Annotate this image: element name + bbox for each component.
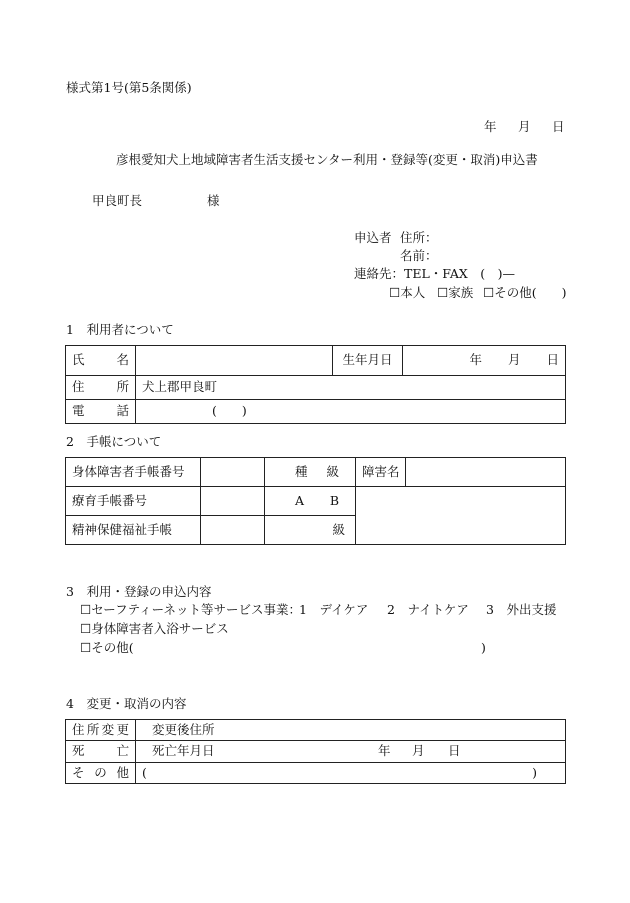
- change-address-label: 住 所 変 更: [66, 720, 136, 741]
- handbook-rehab-grade[interactable]: A B: [265, 487, 356, 516]
- applicant-name-label: 名前：: [400, 248, 438, 263]
- applicant-contact-label: 連絡先：TEL・FAX ( )—: [354, 266, 516, 281]
- date-month-label: 月: [518, 119, 531, 134]
- handbook-mental-grade[interactable]: 級: [265, 516, 356, 545]
- addressee-name: 甲良町長: [92, 193, 143, 208]
- handbook-rehab-label: 療育手帳番号: [66, 487, 201, 516]
- handbook-physical-label: 身体障害者手帳番号: [66, 458, 201, 487]
- other-change-value[interactable]: ( ): [136, 763, 566, 784]
- user-name-label: 氏 名: [66, 346, 136, 376]
- section3-heading: 3 利用・登録の申込内容: [66, 584, 212, 599]
- addressee-honorific: 様: [207, 193, 220, 208]
- handbook-physical-number[interactable]: [201, 458, 265, 487]
- user-name-value[interactable]: [136, 346, 333, 376]
- handbook-physical-grade[interactable]: 種 級: [265, 458, 356, 487]
- option-outing-support[interactable]: 3 外出支援: [486, 602, 557, 617]
- option-bathing-service[interactable]: ☐身体障害者入浴サービス: [80, 621, 229, 636]
- birth-date-value[interactable]: 年 月 日: [403, 346, 566, 376]
- date-day-label: 日: [552, 119, 565, 134]
- change-cancel-table: [65, 719, 566, 784]
- option-day-care[interactable]: 1 デイケア: [299, 602, 369, 617]
- death-date-value[interactable]: 死亡年月日 年 月 日: [136, 741, 566, 763]
- option-other-close: ): [481, 640, 486, 655]
- user-phone-label: 電 話: [66, 400, 136, 424]
- section2-heading: 2 手帳について: [66, 434, 162, 449]
- section4-heading: 4 変更・取消の内容: [66, 696, 187, 711]
- form-number: 様式第1号(第5条関係): [66, 80, 192, 95]
- section1-heading: 1 利用者について: [66, 322, 174, 337]
- disability-name-label: 障害名: [356, 458, 406, 487]
- relation-option-family[interactable]: ☐家族: [437, 285, 474, 300]
- birth-date-label: 生年月日: [333, 346, 403, 376]
- user-phone-value[interactable]: ( ): [136, 400, 566, 424]
- document-title: 彦根愛知犬上地域障害者生活支援センター利用・登録等(変更・取消)申込書: [116, 152, 538, 167]
- handbook-mental-number[interactable]: [201, 516, 265, 545]
- user-address-label: 住 所: [66, 376, 136, 400]
- applicant-address-label: 住所：: [400, 230, 438, 245]
- option-night-care[interactable]: 2 ナイトケア: [387, 602, 469, 617]
- handbook-table: [65, 457, 566, 545]
- option-safety-net[interactable]: ☐セーフティーネット等サービス事業：: [80, 602, 301, 617]
- user-address-value[interactable]: 犬上郡甲良町: [136, 376, 566, 400]
- date-year-label: 年: [484, 119, 497, 134]
- handbook-mental-label: 精神保健福祉手帳: [66, 516, 201, 545]
- disability-name-value[interactable]: [356, 487, 566, 545]
- applicant-label: 申込者: [354, 230, 392, 245]
- other-change-label: そ の 他: [66, 763, 136, 784]
- handbook-rehab-number[interactable]: [201, 487, 265, 516]
- user-info-table: [65, 345, 566, 424]
- new-address-value[interactable]: 変更後住所: [136, 720, 566, 741]
- option-other[interactable]: ☐その他(: [80, 640, 134, 655]
- relation-option-self[interactable]: ☐本人: [389, 285, 426, 300]
- death-label: 死 亡: [66, 741, 136, 763]
- disability-name-value-top[interactable]: [406, 458, 566, 487]
- relation-option-other[interactable]: ☐その他( ): [483, 285, 567, 300]
